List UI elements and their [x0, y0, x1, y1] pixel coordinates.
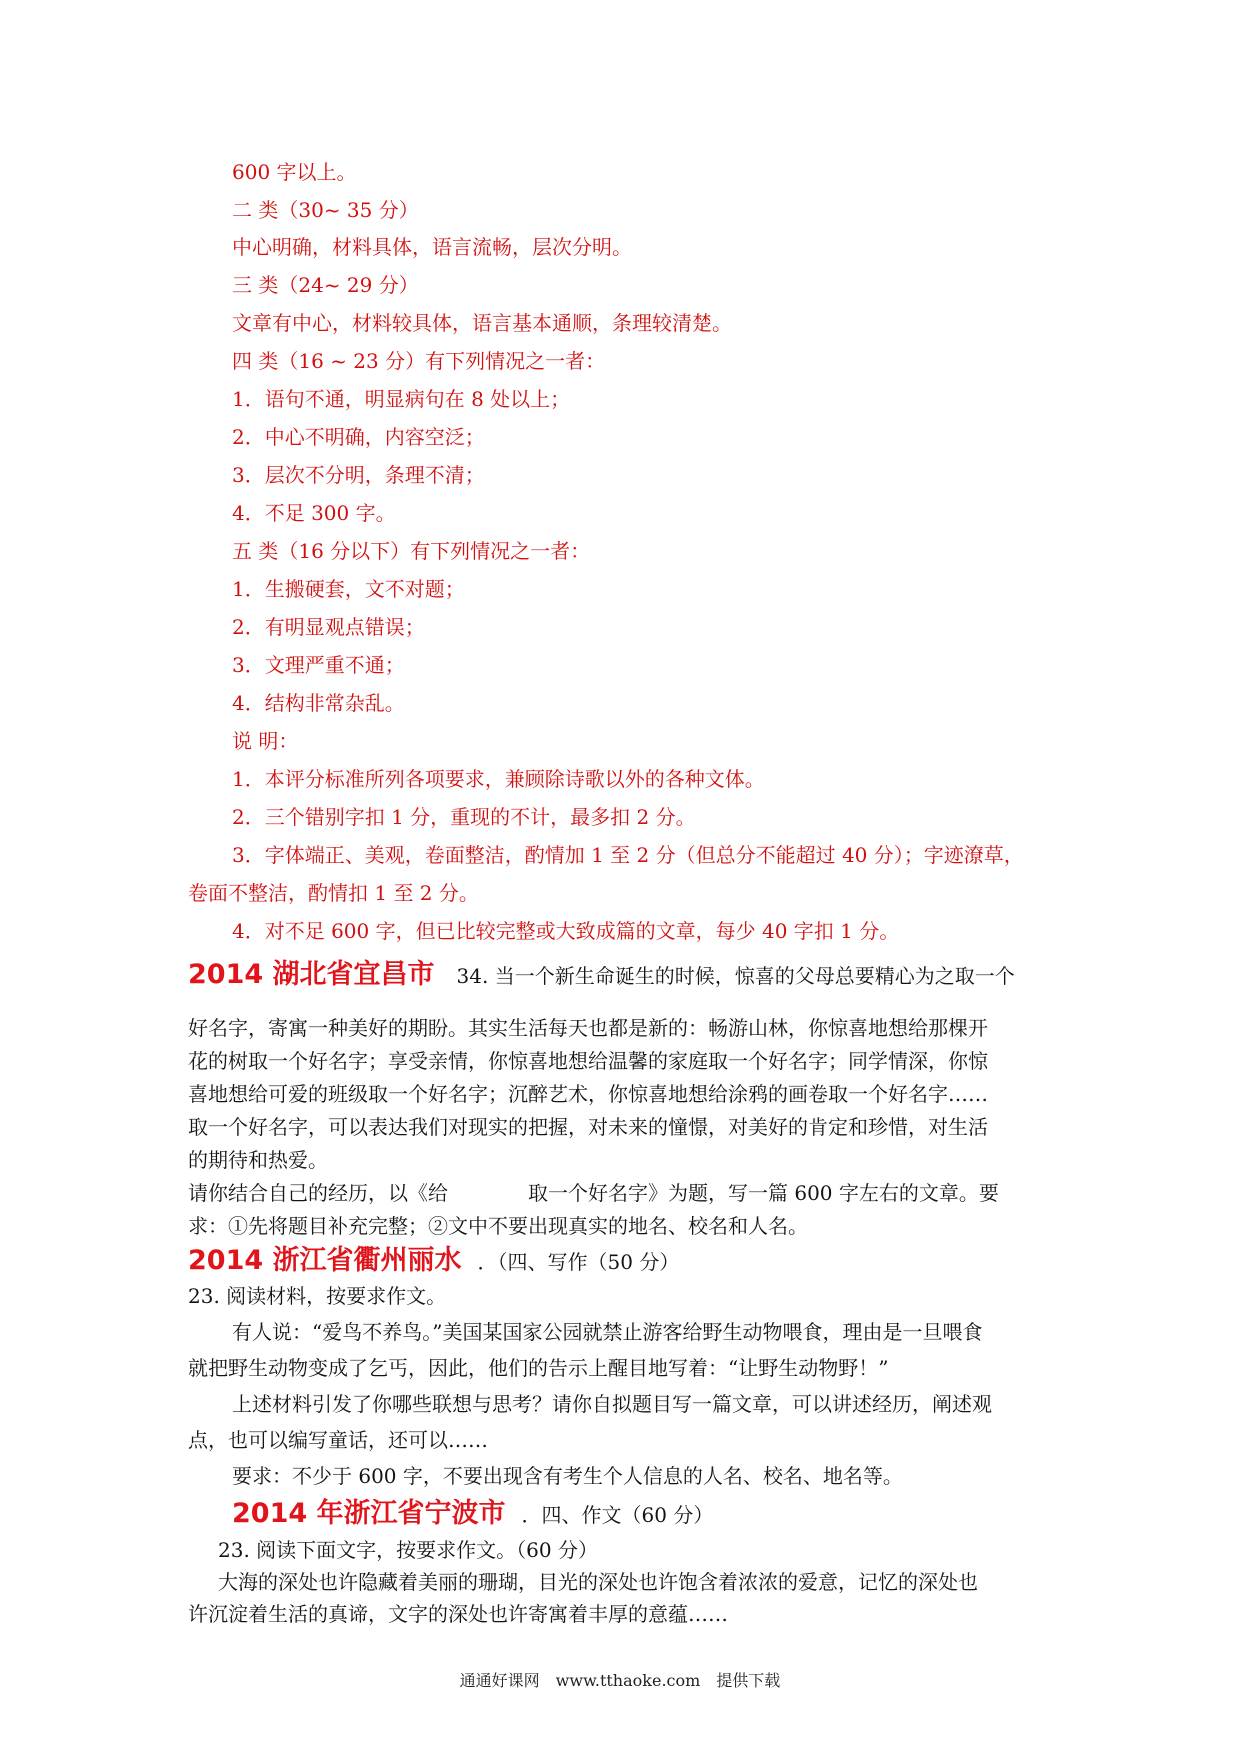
zj-qz-line: 要求：不少于 600 字，不要出现含有考生个人信息的人名、校名、地名等。 [232, 1464, 903, 1488]
hubei-line: 请你结合自己的经历，以《给 取一个好名字》为题，写一篇 600 字左右的文章。要 [188, 1181, 999, 1205]
page-footer: 通通好课网 www.tthaoke.com 提供下载 [459, 1671, 781, 1690]
class5-item: 4．结构非常杂乱。 [232, 691, 405, 715]
hubei-line: 花的树取一个好名字；享受亲情，你惊喜地想给温馨的家庭取一个好名字；同学情深，你惊 [188, 1049, 988, 1073]
note-item: 4．对不足 600 字，但已比较完整或大致成篇的文章，每少 40 字扣 1 分。 [232, 919, 900, 943]
zj-nb-heading-row [232, 1496, 713, 1533]
class4-item: 2．中心不明确，内容空泛； [232, 425, 485, 449]
zj-qz-line: 点，也可以编写童话，还可以…… [188, 1428, 488, 1452]
hubei-heading-row [188, 957, 1015, 994]
zj-qz-line: 上述材料引发了你哪些联想与思考？请你自拟题目写一篇文章，可以讲述经历，阐述观 [232, 1392, 992, 1416]
class3-desc: 文章有中心，材料较具体，语言基本通顺，条理较清楚。 [232, 311, 732, 335]
note-item: 2．三个错别字扣 1 分，重现的不计，最多扣 2 分。 [232, 805, 696, 829]
note-item: 3．字体端正、美观，卷面整洁，酌情加 1 至 2 分（但总分不能超过 40 分）；字迹潦草， [232, 843, 1024, 867]
class5-item: 1．生搬硬套，文不对题； [232, 577, 465, 601]
zj-nb-line: 23. 阅读下面文字，按要求作文。（60 分） [218, 1538, 598, 1562]
zj-qz-line: 23. 阅读材料，按要求作文。 [188, 1284, 447, 1308]
zj-qz-tail: ．（四、写作（50 分） [477, 1250, 680, 1274]
zj-nb-heading: 2014 年浙江省宁波市 [232, 1498, 506, 1529]
class3-title: 三 类（24~ 29 分） [232, 273, 419, 297]
zj-qz-line: 就把野生动物变成了乞丐，因此，他们的告示上醒目地写着：“让野生动物野！” [188, 1356, 889, 1380]
class2-title: 二 类（30~ 35 分） [232, 198, 419, 222]
class5-item: 2．有明显观点错误； [232, 615, 425, 639]
zj-qz-heading: 2014 浙江省衢州丽水 [188, 1245, 462, 1276]
class5-title: 五 类（16 分以下）有下列情况之一者： [232, 539, 591, 563]
class4-item: 1．语句不通，明显病句在 8 处以上； [232, 387, 571, 411]
note-item: 卷面不整洁，酌情扣 1 至 2 分。 [188, 881, 479, 905]
note-title: 说 明： [232, 729, 299, 753]
zj-nb-line: 大海的深处也许隐藏着美丽的珊瑚，目光的深处也许饱含着浓浓的爱意，记忆的深处也 [218, 1570, 978, 1594]
note-item: 1．本评分标准所列各项要求，兼顾除诗歌以外的各种文体。 [232, 767, 765, 791]
zj-nb-line: 许沉淀着生活的真谛，文字的深处也许寄寓着丰厚的意蕴…… [188, 1602, 728, 1626]
hubei-line: 取一个好名字，可以表达我们对现实的把握，对未来的憧憬，对美好的肯定和珍惜，对生活 [188, 1115, 988, 1139]
grading-line-600: 600 字以上。 [232, 160, 357, 184]
class4-title: 四 类（16 ~ 23 分）有下列情况之一者： [232, 349, 606, 373]
class2-desc: 中心明确，材料具体，语言流畅，层次分明。 [232, 235, 632, 259]
zj-qz-heading-row [188, 1243, 679, 1280]
hubei-line: 34. 当一个新生命诞生的时候，惊喜的父母总要精心为之取一个 [456, 964, 1015, 988]
class4-item: 3．层次不分明，条理不清； [232, 463, 485, 487]
class5-item: 3．文理严重不通； [232, 653, 405, 677]
hubei-heading: 2014 湖北省宜昌市 [188, 959, 435, 990]
hubei-line: 喜地想给可爱的班级取一个好名字；沉醉艺术，你惊喜地想给涂鸦的画卷取一个好名字…… [188, 1082, 988, 1106]
hubei-line: 好名字，寄寓一种美好的期盼。其实生活每天也都是新的：畅游山林，你惊喜地想给那棵开 [188, 1016, 988, 1040]
zj-nb-tail: ．四、作文（60 分） [521, 1503, 714, 1527]
class4-item: 4．不足 300 字。 [232, 501, 396, 525]
hubei-line: 的期待和热爱。 [188, 1148, 328, 1172]
zj-qz-line: 有人说：“爱鸟不养鸟。”美国某国家公园就禁止游客给野生动物喂食，理由是一旦喂食 [232, 1320, 983, 1344]
hubei-line: 求：①先将题目补充完整；②文中不要出现真实的地名、校名和人名。 [188, 1214, 808, 1238]
